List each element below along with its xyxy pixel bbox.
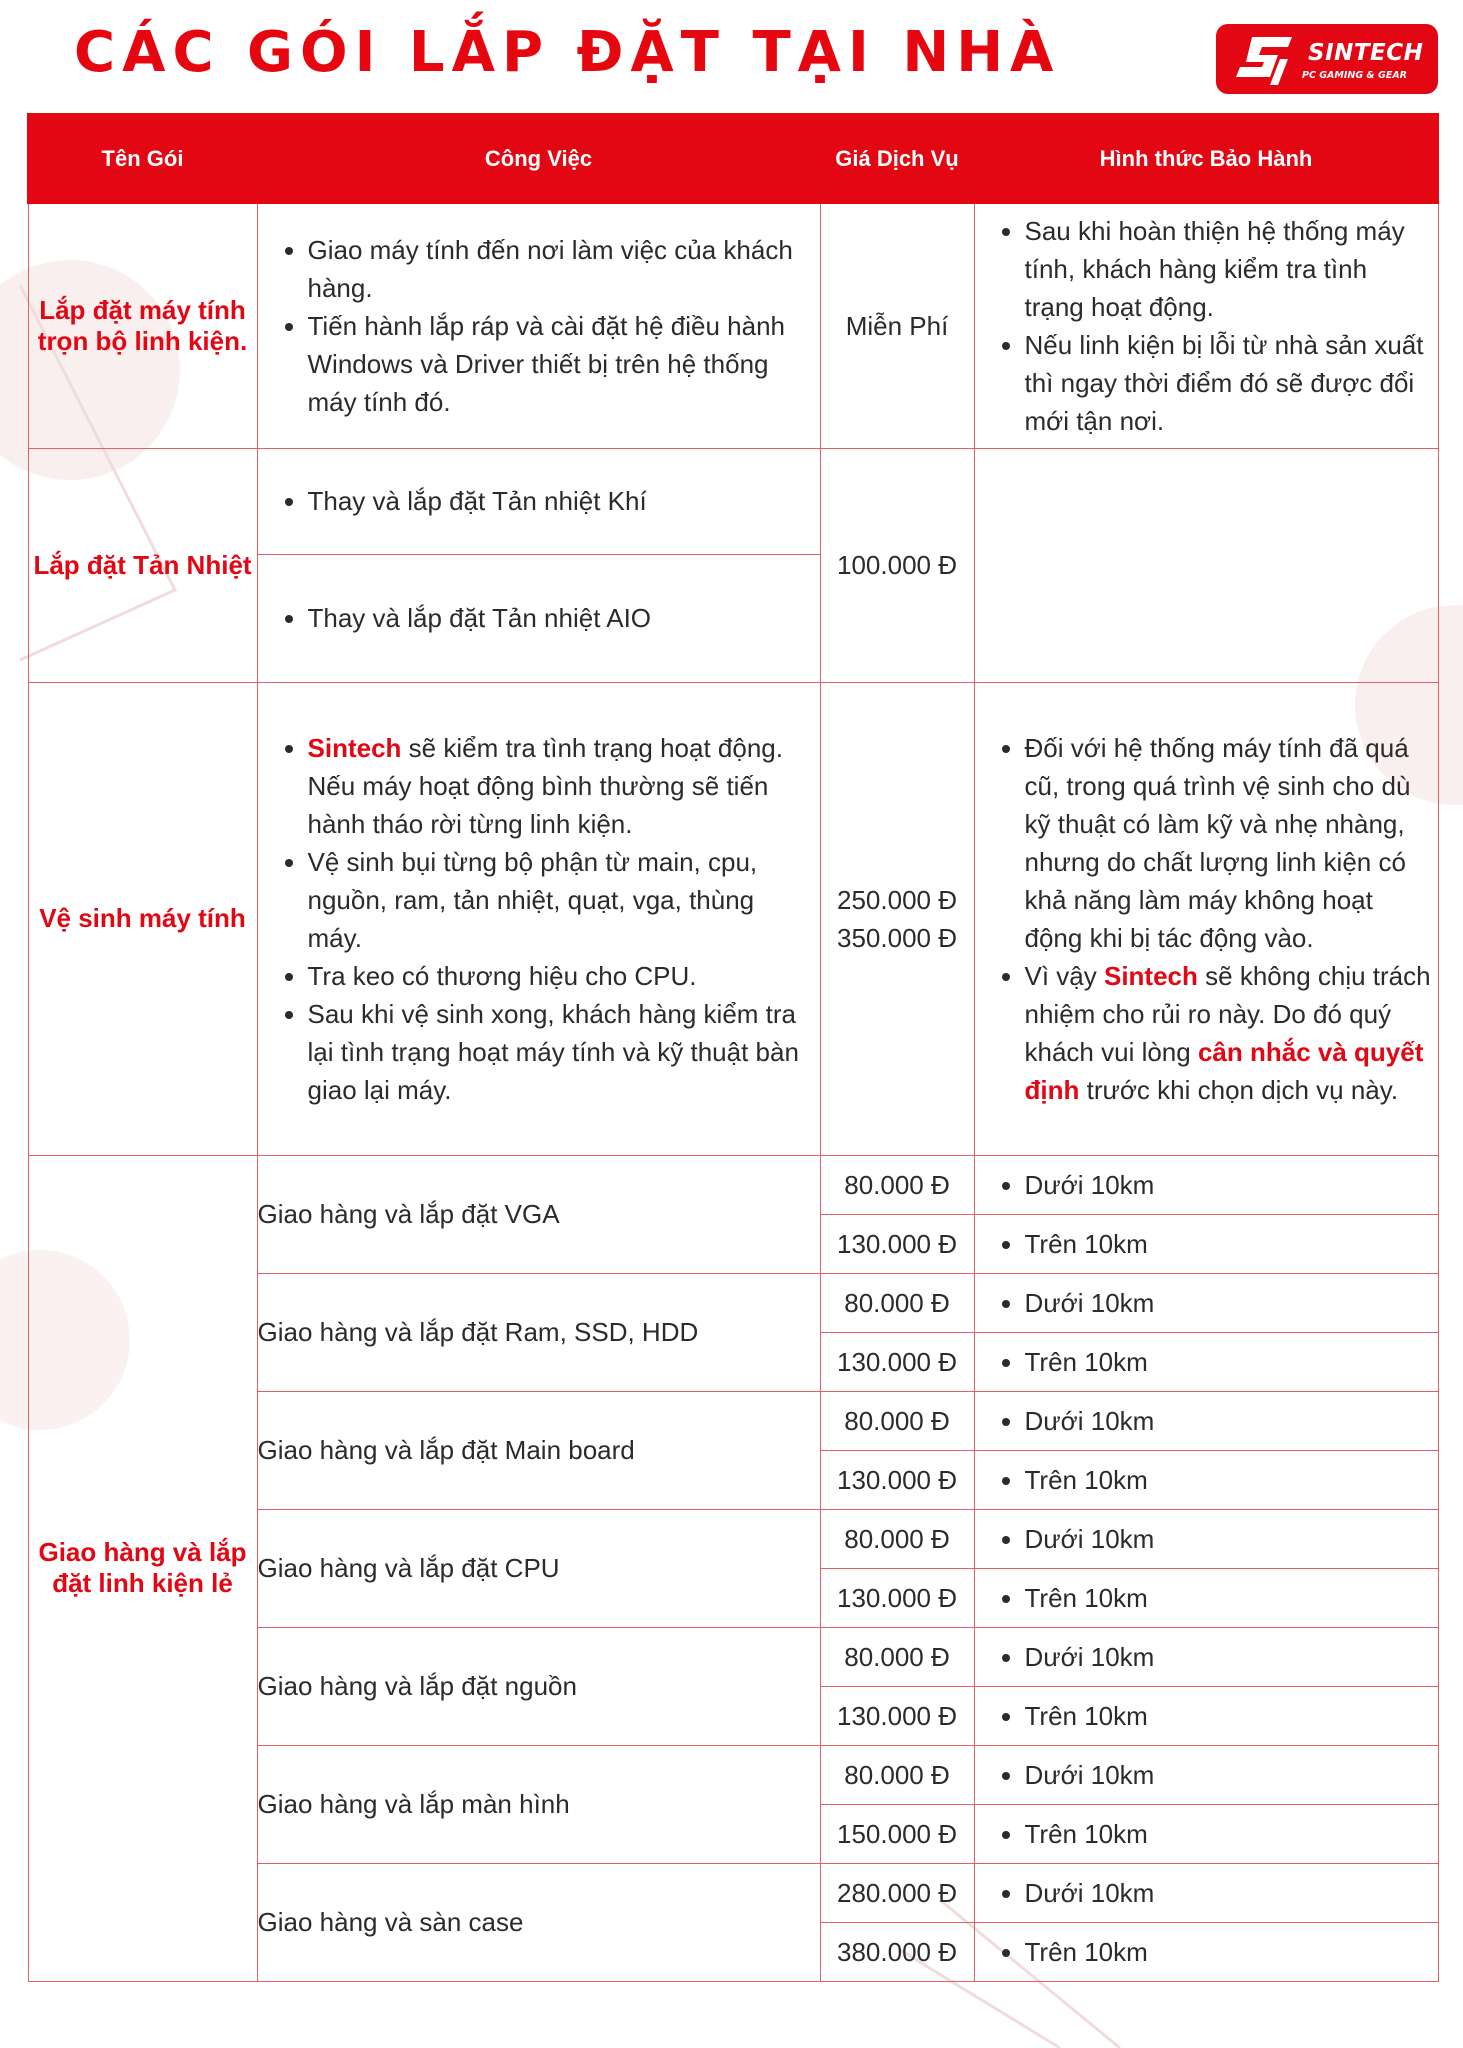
warranty-item: • Sau khi hoàn thiện hệ thống máy tính, khách hàng kiểm tra tình trạng hoạt động.: [1025, 212, 1432, 326]
page-title: CÁC GÓI LẮP ĐẶT TẠI NHÀ: [74, 20, 1061, 85]
sintech-logo: [1216, 24, 1438, 94]
distance-cell: • Trên 10km: [974, 1568, 1438, 1627]
logo-tagline: PC GAMING & GEAR: [1302, 70, 1407, 81]
header-work: Công Việc: [257, 114, 820, 203]
package-name: Vệ sinh máy tính: [28, 682, 257, 1155]
service-name: Giao hàng và lắp đặt Ram, SSD, HDD: [257, 1273, 820, 1391]
work-item: • Giao máy tính đến nơi làm việc của khách hàng.: [308, 231, 814, 307]
work-item: • Vệ sinh bụi từng bộ phận từ main, cpu, nguồn, ram, tản nhiệt, quạt, vga, thùng máy.: [308, 843, 814, 957]
service-name: Giao hàng và lắp đặt nguồn: [257, 1627, 820, 1745]
emphasis-text: cân nhắc và quyết định: [1024, 1036, 1424, 1105]
header-package-name: Tên Gói: [28, 114, 257, 203]
brand-name: Sintech: [1103, 960, 1198, 991]
table-row: [28, 1155, 1438, 1214]
distance-cell: • Dưới 10km: [974, 1273, 1438, 1332]
table-row: [28, 448, 1438, 554]
distance-cell: • Dưới 10km: [974, 1509, 1438, 1568]
package-name: Giao hàng và lắp đặt linh kiện lẻ: [28, 1155, 257, 1981]
work-cell: [257, 554, 820, 682]
sintech-s-icon: [1230, 31, 1300, 87]
price-cell: [820, 682, 974, 1155]
distance-cell: • Dưới 10km: [974, 1391, 1438, 1450]
brand-name: Sintech: [307, 732, 402, 763]
header-price: Giá Dịch Vụ: [820, 114, 974, 203]
price-cell: 80.000 Đ: [820, 1509, 974, 1568]
distance-cell: • Trên 10km: [974, 1214, 1438, 1273]
warranty-cell: [974, 448, 1438, 682]
table-row: [28, 682, 1438, 1155]
logo-name: SINTECH: [1308, 40, 1424, 66]
distance-cell: • Trên 10km: [974, 1332, 1438, 1391]
price-cell: 80.000 Đ: [820, 1155, 974, 1214]
price-cell: 80.000 Đ: [820, 1273, 974, 1332]
work-cell: [257, 448, 820, 554]
warranty-item: • Vì vậy Sintech sẽ không chịu trách nhiệm cho rủi ro này. Do đó quý khách vui lòng cân nhắc và quyết định trước khi chọn dịch vụ này.: [1025, 957, 1432, 1109]
work-cell: [257, 682, 820, 1155]
price-cell: 130.000 Đ: [820, 1568, 974, 1627]
price-value: 350.000 Đ: [837, 922, 957, 953]
price-cell: 130.000 Đ: [820, 1450, 974, 1509]
warranty-cell: [974, 682, 1438, 1155]
price-cell: 80.000 Đ: [820, 1627, 974, 1686]
price-cell: 130.000 Đ: [820, 1332, 974, 1391]
warranty-item: • Nếu linh kiện bị lỗi từ nhà sản xuất thì ngay thời điểm đó sẽ được đổi mới tận nơi.: [1025, 326, 1432, 440]
price-value: 250.000 Đ: [837, 884, 957, 915]
work-cell: [257, 203, 820, 448]
distance-cell: • Dưới 10km: [974, 1745, 1438, 1804]
price-cell: 100.000 Đ: [820, 448, 974, 682]
work-item: • Tra keo có thương hiệu cho CPU.: [308, 957, 814, 995]
distance-cell: • Trên 10km: [974, 1922, 1438, 1981]
work-item: • Thay và lắp đặt Tản nhiệt Khí: [308, 482, 814, 520]
distance-cell: • Trên 10km: [974, 1686, 1438, 1745]
table-header-row: [28, 114, 1438, 203]
price-cell: 130.000 Đ: [820, 1214, 974, 1273]
warranty-cell: [974, 203, 1438, 448]
table-row: [28, 203, 1438, 448]
distance-cell: • Trên 10km: [974, 1450, 1438, 1509]
package-name: Lắp đặt máy tính trọn bộ linh kiện.: [28, 203, 257, 448]
work-item: • Sintech sẽ kiểm tra tình trạng hoạt động. Nếu máy hoạt động bình thường sẽ tiến hành tháo rời từng linh kiện.: [308, 729, 814, 843]
package-name: Lắp đặt Tản Nhiệt: [28, 448, 257, 682]
distance-cell: • Trên 10km: [974, 1804, 1438, 1863]
price-cell: 80.000 Đ: [820, 1391, 974, 1450]
service-name: Giao hàng và lắp màn hình: [257, 1745, 820, 1863]
price-cell: 130.000 Đ: [820, 1686, 974, 1745]
distance-cell: • Dưới 10km: [974, 1627, 1438, 1686]
price-cell: Miễn Phí: [820, 203, 974, 448]
warranty-item: • Đối với hệ thống máy tính đã quá cũ, trong quá trình vệ sinh cho dù kỹ thuật có làm kỹ và nhẹ nhàng, nhưng do chất lượng linh kiện có khả năng làm máy không hoạt động khi bị tác động vào.: [1025, 729, 1432, 957]
service-name: Giao hàng và lắp đặt Main board: [257, 1391, 820, 1509]
service-name: Giao hàng và lắp đặt VGA: [257, 1155, 820, 1273]
work-item: • Thay và lắp đặt Tản nhiệt AIO: [308, 599, 814, 637]
work-item: • Sau khi vệ sinh xong, khách hàng kiểm tra lại tình trạng hoạt máy tính và kỹ thuật bàn giao lại máy.: [308, 995, 814, 1109]
price-cell: 150.000 Đ: [820, 1804, 974, 1863]
price-cell: 280.000 Đ: [820, 1863, 974, 1922]
work-item: • Tiến hành lắp ráp và cài đặt hệ điều hành Windows và Driver thiết bị trên hệ thống máy tính đó.: [308, 307, 814, 421]
service-name: Giao hàng và lắp đặt CPU: [257, 1509, 820, 1627]
distance-cell: • Dưới 10km: [974, 1155, 1438, 1214]
service-name: Giao hàng và sàn case: [257, 1863, 820, 1981]
package-table: [27, 113, 1439, 1982]
price-cell: 380.000 Đ: [820, 1922, 974, 1981]
price-cell: 80.000 Đ: [820, 1745, 974, 1804]
header-warranty: Hình thức Bảo Hành: [974, 114, 1438, 203]
distance-cell: • Dưới 10km: [974, 1863, 1438, 1922]
